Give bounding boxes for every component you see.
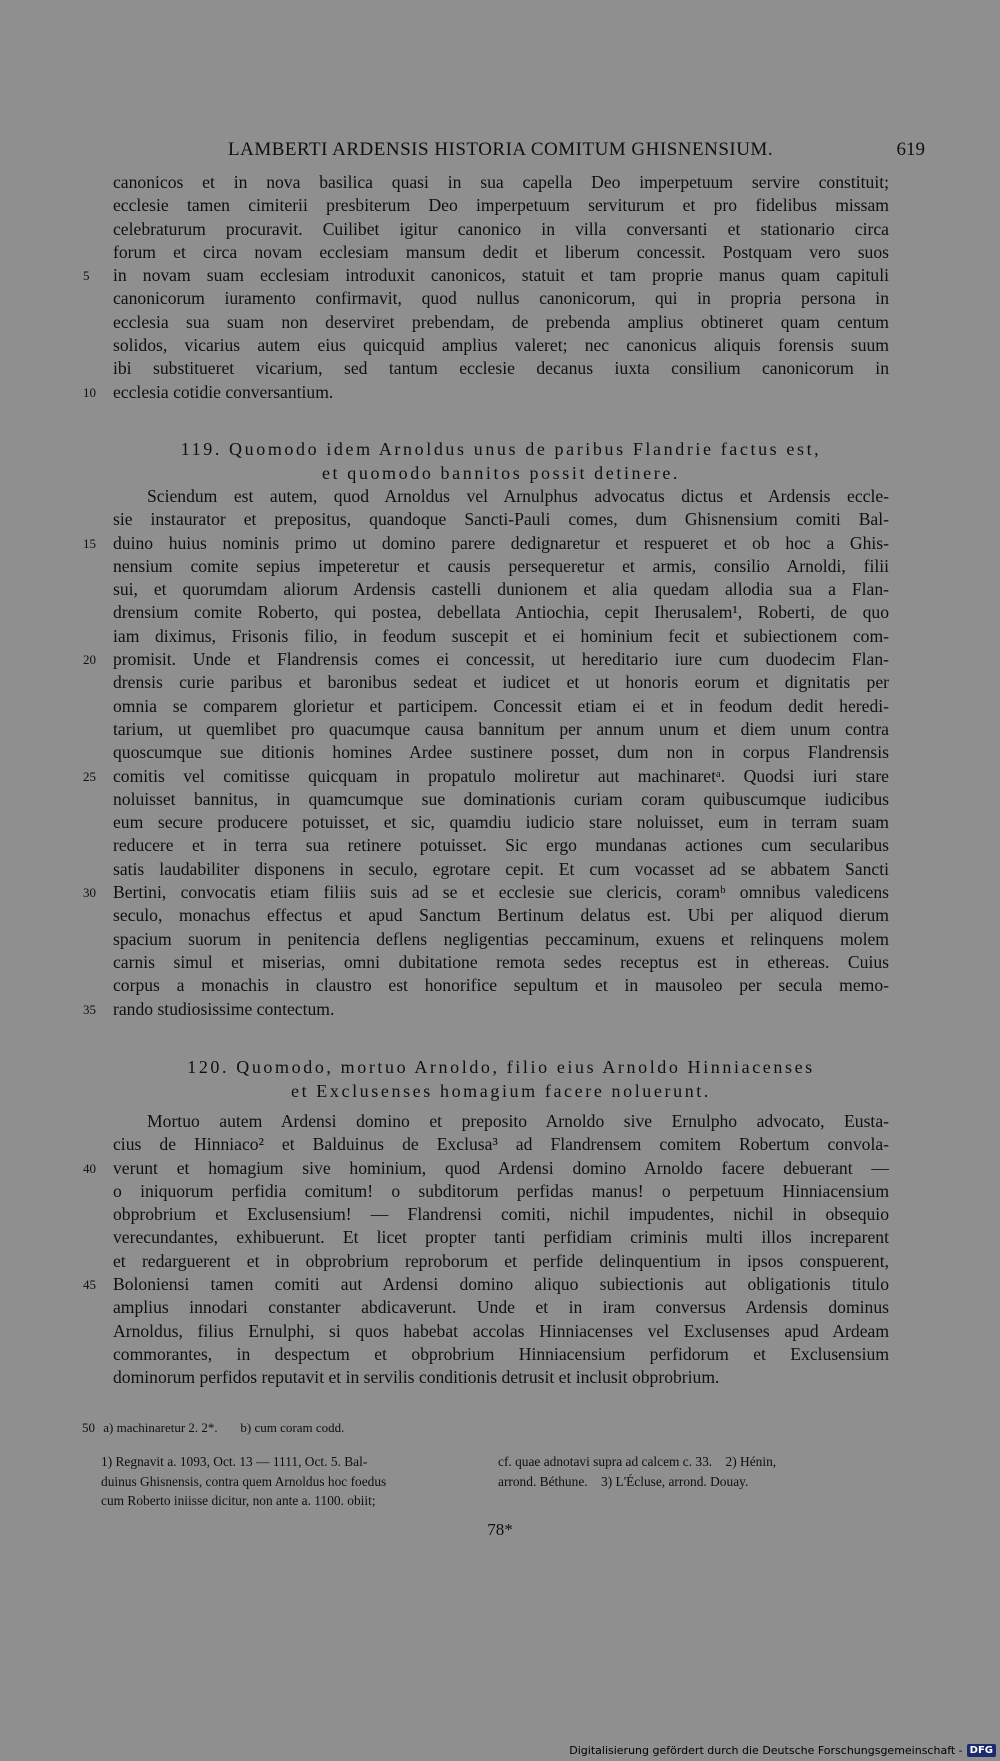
line-text: Arnoldus, filius Ernulphi, si quos habebat accolas Hinniacenses vel Exclusenses apud Ardeam: [113, 1320, 889, 1341]
line-text: quoscumque sue ditionis homines Ardee sustinere posset, dum non in corpus Flandrensis: [113, 742, 889, 763]
text-line: [83, 648, 889, 671]
text-line: [113, 671, 889, 694]
heading-line-1: 119. Quomodo idem Arnoldus unus de paribus Flandrie factus est,: [180, 439, 822, 459]
text-line: [113, 311, 889, 334]
line-text: obprobrium et Exclusensium! — Flandrensi comiti, nichil impudentes, nichil in obsequio: [113, 1204, 889, 1225]
text-line: [83, 264, 889, 287]
text-line: [113, 1366, 889, 1389]
line-text: Mortuo autem Ardensi domino et preposito Arnoldo sive Ernulpho advocato, Eusta-: [147, 1111, 889, 1131]
text-line: [113, 974, 889, 997]
line-text: drensium comite Roberto, qui postea, debellata Antiochia, cepit Iherusalem¹, Roberti, de quo: [113, 602, 889, 623]
text-line: [113, 171, 889, 194]
text-line: [113, 1226, 889, 1249]
text-line: [83, 1273, 889, 1296]
text-line: [113, 1320, 889, 1343]
text-line: [113, 625, 889, 648]
text-line: [113, 241, 889, 264]
text-line: [113, 718, 889, 741]
text-line: [83, 765, 889, 788]
text-line: [113, 601, 889, 624]
line-text: verecundantes, exhibuerunt. Et licet propter tanti perfidiam criminis multi illos increparent: [113, 1227, 889, 1248]
line-text: Bertini, convocatis etiam filiis suis ad se et ecclesie sue clericis, coramᵇ omnibus valedicens: [113, 882, 889, 903]
text-line: [113, 928, 889, 951]
line-text: rando studiosissime contectum.: [113, 998, 335, 1019]
line-text: sie instaurator et prepositus, quandoque Sancti-Pauli comes, dum Ghisnensium comiti Bal-: [113, 509, 889, 530]
line-text: commorantes, in despectum et obprobrium Hinniacensium perfidorum et Exclusensium: [113, 1343, 889, 1364]
line-text: omnia se comparem glorietur et participem. Concessit etiam ei et in feodum dedit heredi-: [113, 695, 889, 716]
line-text: spacium suorum in penitencia deflens negligentias peccaminum, exuens et relinquens molem: [113, 928, 889, 949]
line-text: dominorum perfidos reputavit et in servilis conditionis detrusit et inclusit obprobrium.: [113, 1367, 720, 1388]
line-number: 15: [83, 535, 96, 551]
line-text: in novam suam ecclesiam introduxit canonicos, statuit et tam proprie manus quam capituli: [113, 265, 889, 286]
text-line: [83, 881, 889, 904]
signature-mark: 78*: [487, 1520, 513, 1539]
text-line: [113, 218, 889, 241]
footnote-column-right: [498, 1452, 776, 1491]
page-number: 619: [896, 139, 925, 160]
text-line: [83, 381, 889, 404]
line-text: canonicos et in nova basilica quasi in sua capella Deo imperpetuum servire constituit;: [113, 172, 889, 192]
text-line: [113, 951, 889, 974]
line-text: ecclesia cotidie conversantium.: [113, 381, 334, 402]
line-number: 35: [83, 1001, 96, 1017]
line-text: eum secure producere potuisset, et sic, quamdiu iudicio stare noluisset, eum in terram suam: [113, 812, 889, 833]
line-number: 10: [83, 384, 96, 400]
text-line: [113, 1203, 889, 1226]
line-text: ibi substitueret vicarium, sed tantum ecclesie decanus iuxta consilium canonicorum in: [113, 358, 889, 379]
text-line: [113, 834, 889, 857]
text-line: [113, 334, 889, 357]
footnote-line: duinus Ghisnensis, contra quem Arnoldus hoc foedus: [101, 1473, 387, 1489]
line-text: verunt et homagium sive hominium, quod Ardensi domino Arnoldo facere debuerant —: [113, 1157, 889, 1178]
line-text: promisit. Unde et Flandrensis comes ei concessit, ut hereditario iure cum duodecim Flan-: [113, 649, 889, 670]
line-text: Boloniensi tamen comiti aut Ardensi domino aliquo subiectionis aut obligationis titulo: [113, 1274, 889, 1295]
digitization-notice-bar: [569, 1741, 996, 1759]
line-text: iam diximus, Frisonis filio, in feodum suscepit et ei hominium fecit et subiectionem com-: [113, 625, 889, 646]
text-line: [113, 357, 889, 380]
apparatus-text: a) machinaretur 2. 2*. b) cum coram codd.: [103, 1420, 345, 1435]
line-text: noluisset bannitus, in quamcumque sue dominationis curiam coram quibuscumque iudicibus: [113, 788, 889, 809]
text-line: [83, 998, 889, 1021]
dfg-logo: DFG: [967, 1744, 996, 1757]
line-text: comitis vel comitisse quicquam in propatulo moliretur aut machinaretᵃ. Quodsi iuri stare: [113, 765, 889, 786]
line-text: et redarguerent et in obprobrium reproborum et perfide delinquentium in ipsos conspuerent,: [113, 1250, 889, 1271]
text-line: [113, 1343, 889, 1366]
line-text: forum et circa novam ecclesiam mansum dedit et liberum concessit. Postquam vero suos: [113, 241, 889, 262]
line-text: drensis curie paribus et baronibus sedeat et iudicet et ut honoris eorum et dignitatis per: [113, 672, 889, 693]
footnote-line: arrond. Béthune. 3) L'Écluse, arrond. Douay.: [498, 1473, 749, 1489]
line-number: 45: [83, 1277, 96, 1293]
text-line: [113, 811, 889, 834]
chapter-120-text: [83, 1110, 889, 1390]
footnote-line: cf. quae adnotavi supra ad calcem c. 33. 2) Hénin,: [498, 1454, 777, 1469]
running-head: [113, 139, 925, 169]
line-text: Sciendum est autem, quod Arnoldus vel Arnulphus advocatus dictus et Ardensis eccle-: [147, 486, 889, 506]
line-text: duino huius nominis primo ut domino parere dedignaretur et respueret et ob hoc a Ghis-: [113, 532, 889, 553]
text-line: [113, 578, 889, 601]
line-text: cius de Hinniaco² et Balduinus de Exclusa³ ad Flandrensem comitem Robertum convola-: [113, 1134, 889, 1155]
text-line: [113, 858, 889, 881]
digitization-notice: Digitalisierung gefördert durch die Deutsche Forschungsgemeinschaft -: [569, 1743, 963, 1757]
footnote-column-left: [101, 1452, 386, 1511]
line-text: satis laudabiliter disponens in seculo, egrotare cepit. Et cum vocasset ad se abbatem Sancti: [113, 858, 889, 879]
text-line: [113, 904, 889, 927]
text-line: [113, 1133, 889, 1156]
heading-line-2: et quomodo bannitos possit detinere.: [321, 463, 681, 483]
text-line: [113, 1180, 889, 1203]
line-text: carnis simul et miserias, omni dubitatione remota sedes receptus est in ethereas. Cuius: [113, 951, 889, 972]
line-text: corpus a monachis in claustro est honorifice sepultum et in mausoleo per secula memo-: [113, 975, 889, 996]
line-number: 20: [83, 652, 96, 668]
critical-apparatus: [82, 1419, 344, 1437]
line-number: 40: [83, 1160, 96, 1176]
paragraph-118-continuation: [83, 171, 889, 404]
text-line: [83, 532, 889, 555]
line-number: 25: [83, 768, 96, 784]
apparatus-line-number: 50: [82, 1420, 95, 1435]
footnote-line: 1) Regnavit a. 1093, Oct. 13 — 1111, Oct. 5. Bal-: [101, 1454, 368, 1469]
text-line: [113, 695, 889, 718]
line-text: o iniquorum perfidia comitum! o subditorum perfidas manus! o perpetuum Hinniacensium: [113, 1180, 889, 1201]
text-line: [113, 741, 889, 764]
line-text: tarium, ut quemlibet pro quacumque causa bannitum per annum unum et diem unum contra: [113, 718, 889, 739]
chapter-heading-120: [113, 1055, 889, 1103]
line-text: reducere et in terra sua retinere potuisset. Sic ergo mundanas actiones cum secularibus: [113, 835, 889, 856]
text-line: [113, 1296, 889, 1319]
line-number: 5: [83, 268, 90, 284]
text-line: [113, 287, 889, 310]
text-line: [113, 555, 889, 578]
line-text: ecclesie tamen cimiterii presbiterum Deo imperpetuum serviturum et pro fidelibus missam: [113, 195, 889, 216]
text-line: [83, 1157, 889, 1180]
chapter-heading-119: [113, 437, 889, 485]
text-line: [113, 194, 889, 217]
heading-line-2: et Exclusenses homagium facere noluerunt.: [291, 1081, 711, 1101]
text-line: [113, 508, 889, 531]
line-text: seculo, monachus effectus et apud Sanctum Bertinum delatus est. Ubi per aliquod dierum: [113, 905, 889, 926]
text-line: [113, 788, 889, 811]
line-text: solidos, vicarius autem eius quicquid amplius valeret; nec canonicus aliquis forensis suum: [113, 335, 889, 356]
heading-line-1: 120. Quomodo, mortuo Arnoldo, filio eius Arnoldo Hinniacenses: [187, 1057, 815, 1077]
running-title: LAMBERTI ARDENSIS HISTORIA COMITUM GHISNENSIUM.: [228, 139, 774, 160]
line-text: nensium comite sepius impeteretur et causis persequeretur et armis, consilio Arnoldi, filii: [113, 555, 889, 576]
line-text: sui, et quorumdam aliorum Ardensis castelli dunionem et alia quedam allodia sua a Flan-: [113, 579, 889, 600]
line-text: celebraturum procuravit. Cuilibet igitur canonico in villa conversanti et stationario circa: [113, 218, 889, 239]
line-text: canonicorum iuramento confirmavit, quod nullus canonicorum, qui in propria persona in: [113, 288, 889, 309]
line-text: amplius innodari constanter abdicaverunt. Unde et in iram conversus Ardensis dominus: [113, 1297, 889, 1318]
text-line: [113, 1250, 889, 1273]
line-number: 30: [83, 885, 96, 901]
text-line: [113, 1110, 889, 1133]
footnote-line: cum Roberto iniisse dicitur, non ante a. 1100. obiit;: [101, 1493, 376, 1508]
text-line: [113, 485, 889, 508]
line-text: ecclesia sua suam non deserviret prebendam, de prebenda amplius obtineret quam centum: [113, 311, 889, 332]
chapter-119-text: [83, 485, 889, 1021]
